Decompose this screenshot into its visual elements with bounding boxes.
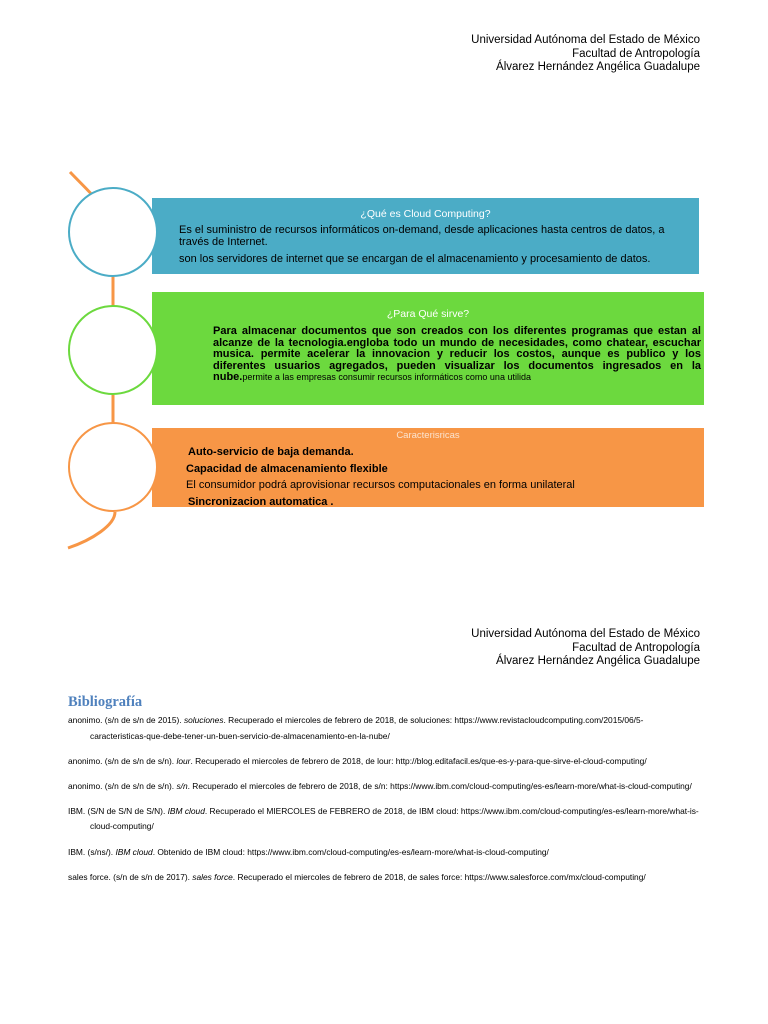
band-what-is-text-1: Es el suministro de recursos informáticos on-demand, desde aplicaciones hasta centros de datos, a través de Internet. <box>179 224 665 248</box>
band-purpose-bold: Para almacenar documentos que son creados con los diferentes programas que estan al alcanze de la tecnologia.engloba todo un mundo de necesidades, como chatear, escuchar musica. permite acelerar la innovacion y reducir los costos, aunque es publico y los diferentes usuarios agregados, pueden visualizar los documentos ingresados en la nube. <box>213 325 701 384</box>
circle-placeholder-2 <box>68 305 158 395</box>
band-what-is <box>152 198 699 274</box>
entry-title: s/n <box>176 780 188 791</box>
header-faculty: Facultad de Antropología <box>572 641 700 654</box>
band-purpose-text <box>213 326 701 384</box>
entry-author: anonimo. (s/n de s/n de s/n). <box>68 780 177 791</box>
circle-placeholder-1 <box>68 187 158 277</box>
bibliography-heading: Bibliografía <box>68 694 143 710</box>
band-what-is-title: ¿Qué es Cloud Computing? <box>360 208 491 220</box>
entry-author: anonimo. (s/n de s/n de s/n). <box>68 755 177 766</box>
bibliography-entry <box>68 870 699 886</box>
entry-title: IBM cloud <box>167 805 205 816</box>
entry-title: soluciones <box>183 715 224 725</box>
entry-source: . Recuperado el miercoles de febrero de 2018, de soluciones: https://www.revistacloudcomputing.com/2015/06/5-caracteristicas-que-debe-tener-un-buen-servicio-de-almacenamiento-en-la-nube/ <box>90 715 644 741</box>
entry-source: . Recuperado el MIERCOLES de FEBRERO de 2018, de IBM cloud: https://www.ibm.com/cloud-computing/es-es/learn-more/what-is-cloud-computing/ <box>90 805 699 832</box>
feature-item: Auto-servicio de baja demanda. <box>188 446 354 458</box>
bibliography-list <box>68 713 699 895</box>
header-author: Álvarez Hernández Angélica Guadalupe <box>496 61 700 74</box>
band-purpose-tail: permite a las empresas consumir recursos informáticos como una utilida <box>242 372 531 383</box>
bibliography-entry <box>68 713 699 744</box>
band-features <box>152 428 704 507</box>
header-author: Álvarez Hernández Angélica Guadalupe <box>496 655 700 668</box>
entry-source: . Recuperado el miercoles de febrero de 2018, de s/n: https://www.ibm.com/cloud-computing/es-es/learn-more/what-is-cloud-computing/ <box>187 780 692 791</box>
entry-title: IBM cloud <box>115 846 153 857</box>
band-features-title: Caracterisricas <box>396 430 460 441</box>
entry-title: sales force <box>192 871 233 882</box>
band-purpose-title: ¿Para Qué sirve? <box>386 308 470 320</box>
entry-author: IBM. (s/ns/). <box>68 846 116 857</box>
entry-source: . Obtenido de IBM cloud: https://www.ibm.com/cloud-computing/es-es/learn-more/what-is-cloud-computing/ <box>152 846 549 857</box>
entry-title: lour <box>176 755 191 766</box>
circle-placeholder-3 <box>68 422 158 512</box>
band-purpose <box>152 292 704 405</box>
entry-author: IBM. (S/N de S/N de S/N). <box>68 805 168 816</box>
bibliography-entry <box>68 779 699 795</box>
header-university: Universidad Autónoma del Estado de México <box>471 628 700 640</box>
entry-source: . Recuperado el miercoles de febrero de 2018, de sales force: https://www.salesforce.com/mx/cloud-computing/ <box>232 871 646 882</box>
header-faculty: Facultad de Antropología <box>572 47 700 60</box>
entry-author: sales force. (s/n de s/n de 2017). <box>68 871 193 882</box>
feature-item: El consumidor podrá aprovisionar recursos computacionales en forma unilateral <box>186 479 575 491</box>
band-what-is-text-2: son los servidores de internet que se encargan de el almacenamiento y procesamiento de datos. <box>179 253 651 265</box>
page-header-2 <box>471 628 700 669</box>
feature-item: Sincronizacion automatica . <box>188 496 334 508</box>
bibliography-entry <box>68 845 699 861</box>
entry-author: anonimo. (s/n de s/n de 2015). <box>68 715 184 725</box>
bibliography-entry <box>68 804 699 835</box>
bibliography-entry <box>68 754 699 770</box>
entry-source: . Recuperado el miercoles de febrero de 2018, de lour: http://blog.editafacil.es/que-es-y-para-que-sirve-el-cloud-computing/ <box>190 755 647 766</box>
feature-item: Capacidad de almacenamiento flexible <box>186 463 388 475</box>
header-university: Universidad Autónoma del Estado de México <box>471 34 700 46</box>
